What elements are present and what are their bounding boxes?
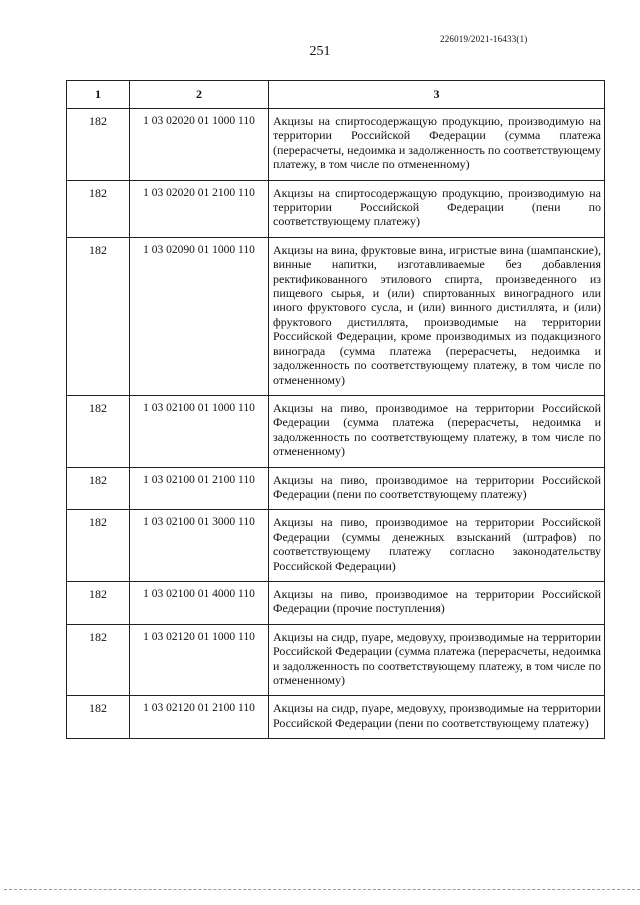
revenue-name-cell: Акцизы на спиртосодержащую продукцию, производимую на территории Российской Федерации (сумма платежа (перерасчеты, недоимка и задолженность по соответствующему платежу, в том числе по отмененному)	[269, 109, 605, 181]
table-row	[67, 237, 605, 395]
revenue-code-cell: 1 03 02120 01 2100 110	[130, 696, 269, 739]
table-row	[67, 581, 605, 624]
revenue-code-cell: 1 03 02020 01 1000 110	[130, 109, 269, 181]
admin-code-cell: 182	[67, 109, 130, 181]
revenue-code-cell: 1 03 02100 01 4000 110	[130, 581, 269, 624]
admin-code-cell: 182	[67, 510, 130, 582]
header-column-3: 3	[269, 81, 605, 109]
document-id: 226019/2021-16433(1)	[440, 34, 528, 44]
table-row	[67, 180, 605, 237]
revenue-code-cell: 1 03 02100 01 3000 110	[130, 510, 269, 582]
revenue-name-cell: Акцизы на сидр, пуаре, медовуху, производимые на территории Российской Федерации (пени по соответствующему платежу)	[269, 696, 605, 739]
revenue-code-cell: 1 03 02020 01 2100 110	[130, 180, 269, 237]
admin-code-cell: 182	[67, 180, 130, 237]
revenue-code-cell: 1 03 02090 01 1000 110	[130, 237, 269, 395]
revenue-codes-table	[66, 80, 605, 739]
revenue-name-cell: Акцизы на пиво, производимое на территории Российской Федерации (прочие поступления)	[269, 581, 605, 624]
header-column-2: 2	[130, 81, 269, 109]
table-row	[67, 467, 605, 510]
admin-code-cell: 182	[67, 624, 130, 696]
header-column-1: 1	[67, 81, 130, 109]
table-row	[67, 696, 605, 739]
admin-code-cell: 182	[67, 581, 130, 624]
revenue-name-cell: Акцизы на спиртосодержащую продукцию, производимую на территории Российской Федерации (пени по соответствующему платежу)	[269, 180, 605, 237]
table-header-row	[67, 81, 605, 109]
table-row	[67, 395, 605, 467]
revenue-name-cell: Акцизы на пиво, производимое на территории Российской Федерации (пени по соответствующему платежу)	[269, 467, 605, 510]
revenue-name-cell: Акцизы на пиво, производимое на территории Российской Федерации (сумма платежа (перерасчеты, недоимка и задолженность по соответствующему платежу, в том числе по отмененному)	[269, 395, 605, 467]
revenue-name-cell: Акцизы на вина, фруктовые вина, игристые вина (шампанские), винные напитки, изготавливаемые без добавления ректификованного этилового спирта, произведенного из пищевого сырья, и (или) спиртованных виноградного или иного фруктового сусла, и (или) винного дистиллята, и (или) фруктового дистиллята, производимые на территории Российской Федерации, кроме производимых из подакцизного винограда (сумма платежа (перерасчеты, недоимка и задолженность по соответствующему платежу, в том числе по отмененному)	[269, 237, 605, 395]
admin-code-cell: 182	[67, 467, 130, 510]
revenue-code-cell: 1 03 02120 01 1000 110	[130, 624, 269, 696]
admin-code-cell: 182	[67, 237, 130, 395]
page-number: 251	[309, 44, 331, 59]
admin-code-cell: 182	[67, 696, 130, 739]
table-row	[67, 510, 605, 582]
revenue-name-cell: Акцизы на пиво, производимое на территории Российской Федерации (суммы денежных взысканий (штрафов) по соответствующему платежу согласно законодательству Российской Федерации)	[269, 510, 605, 582]
admin-code-cell: 182	[67, 395, 130, 467]
page-bottom-divider	[4, 889, 640, 890]
table-row	[67, 109, 605, 181]
table-row	[67, 624, 605, 696]
revenue-code-cell: 1 03 02100 01 1000 110	[130, 395, 269, 467]
revenue-name-cell: Акцизы на сидр, пуаре, медовуху, производимые на территории Российской Федерации (сумма платежа (перерасчеты, недоимка и задолженность по соответствующему платежу, в том числе по отмененному)	[269, 624, 605, 696]
revenue-code-cell: 1 03 02100 01 2100 110	[130, 467, 269, 510]
